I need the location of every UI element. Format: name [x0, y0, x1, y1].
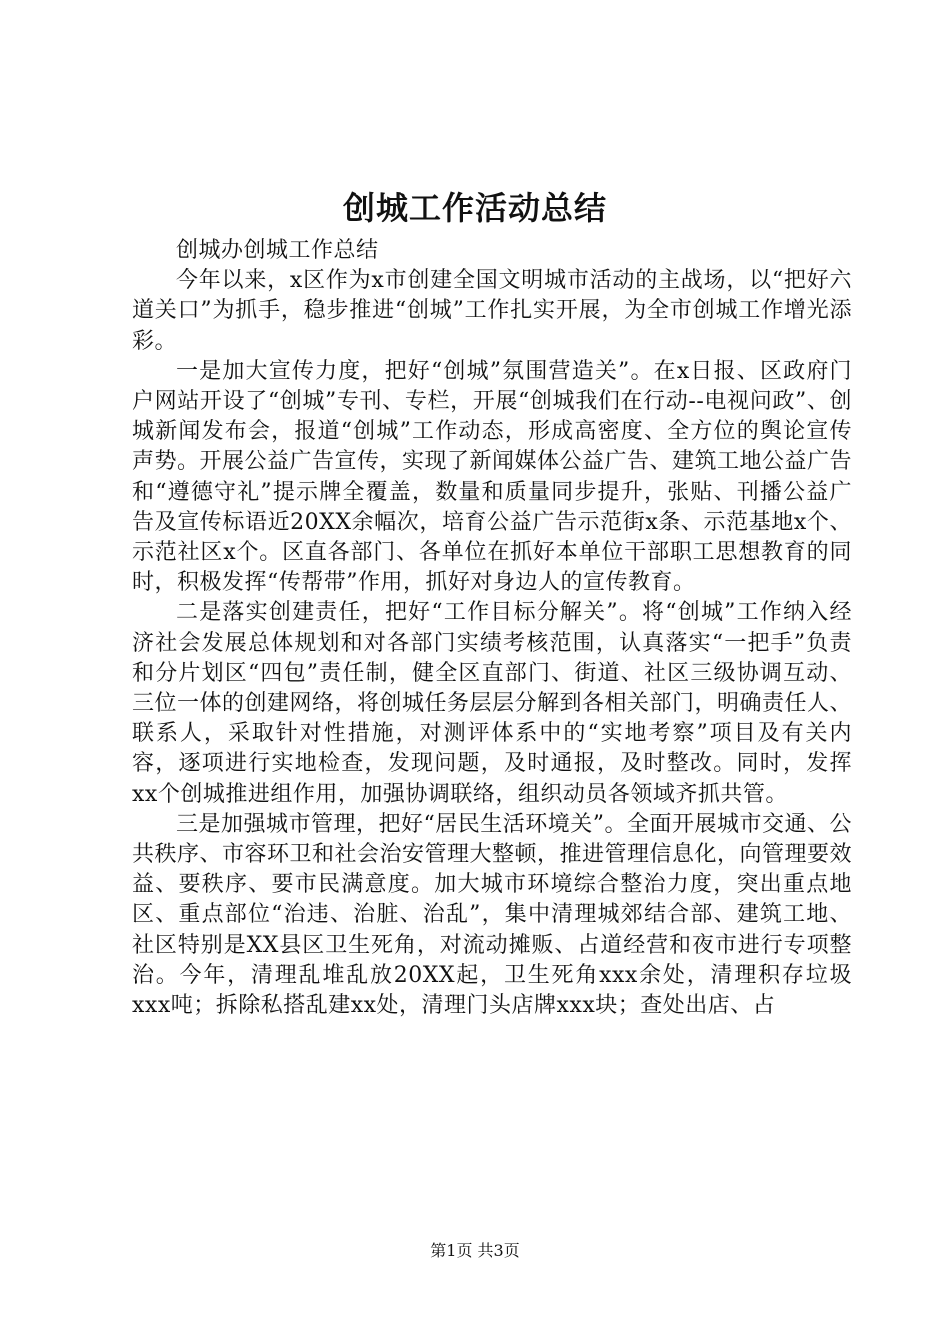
paragraph-city-management: 三是加强城市管理，把好“居民生活环境关”。全面开展城市交通、公共秩序、市容环卫和社会治安管理大整顿，推进管理信息化，向管理要效益、要秩序、要市民满意度。加大城市环境综合整治力度，突出重点地区、重点部位“治违、治脏、治乱”，集中清理城郊结合部、建筑工地、社区特别是XX县区卫生死角，对流动摊贩、占道经营和夜市进行专项整治。今年，清理乱堆乱放20XX起，卫生死角xxx余处，清理积存垃圾xxx吨；拆除私搭乱建xx处，清理门头店牌xxx块；查处出店、占 [132, 811, 853, 1019]
document-body [132, 236, 852, 1021]
paragraph-intro: 今年以来，x区作为x市创建全国文明城市活动的主战场，以“把好六道关口”为抓手，稳步推进“创城”工作扎实开展，为全市创城工作增光添彩。 [132, 268, 852, 354]
page-number: 第1页 共3页 [430, 1241, 520, 1260]
paragraph-publicity: 一是加大宣传力度，把好“创城”氛围营造关”。在x日报、区政府门户网站开设了“创城”专刊、专栏，开展“创城我们在行动--电视问政”、创城新闻发布会，报道“创城”工作动态，形成高密度、全方位的舆论宣传声势。开展公益广告宣传，实现了新闻媒体公益广告、建筑工地公益广告和“遵德守礼”提示牌全覆盖，数量和质量同步提升，张贴、刊播公益广告及宣传标语近20XX余幅次，培育公益广告示范街x条、示范基地x个、示范社区x个。区直各部门、各单位在抓好本单位干部职工思想教育的同时，积极发挥“传帮带”作用，抓好对身边人的宣传教育。 [132, 358, 853, 596]
document-title: 创城工作活动总结 [342, 189, 607, 227]
paragraph-responsibility: 二是落实创建责任，把好“工作目标分解关”。将“创城”工作纳入经济社会发展总体规划和对各部门实绩考核范围，认真落实“一把手”负责和分片划区“四包”责任制，健全区直部门、街道、社区三级协调互动、三位一体的创建网络，将创城任务层层分解到各相关部门，明确责任人、联系人，采取针对性措施，对测评体系中的“实地考察”项目及有关内容，逐项进行实地检查，发现问题，及时通报，及时整改。同时，发挥xx个创城推进组作用，加强协调联络，组织动员各领域齐抓共管。 [132, 600, 853, 807]
document-subtitle: 创城办创城工作总结 [176, 238, 379, 263]
